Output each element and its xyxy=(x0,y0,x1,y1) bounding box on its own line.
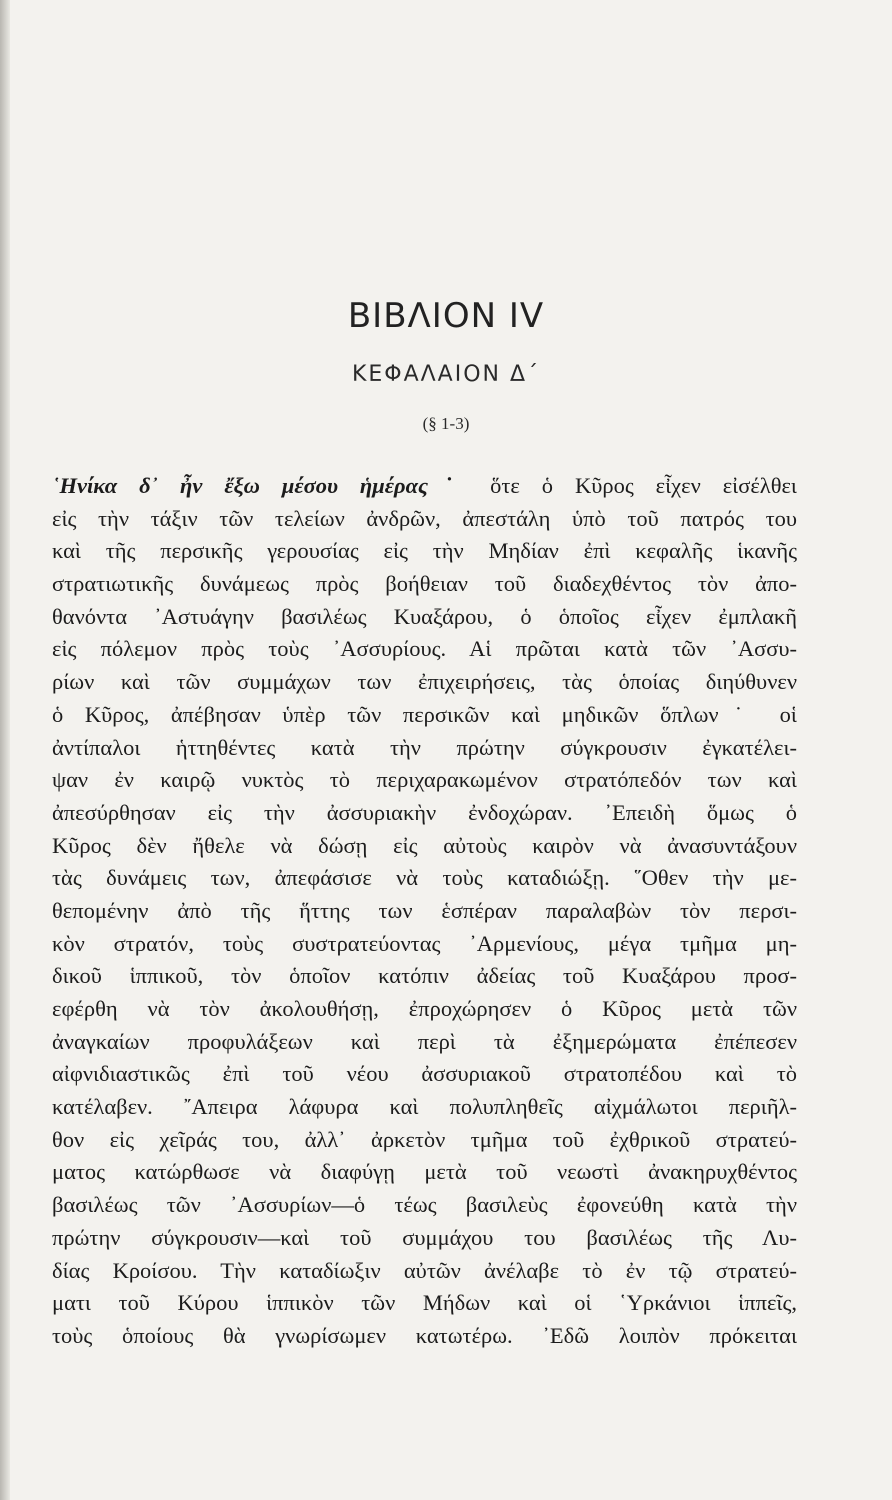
text-line: κὸν στρατόν, τοὺς συστρατεύοντας ᾽Αρμενίους, μέγα τμῆμα μη- xyxy=(52,930,797,956)
text-line: Κῦρος δὲν ἤθελε νὰ δώσῃ εἰς αὐτοὺς καιρὸν νὰ ἀνασυντάξουν xyxy=(52,832,797,858)
text-line: ἀναγκαίων προφυλάξεων καὶ περὶ τὰ ἐξημερώματα ἐπέπεσεν xyxy=(52,1028,797,1054)
text-line: δικοῦ ἱππικοῦ, τὸν ὁποῖον κατόπιν ἀδείας τοῦ Κυαξάρου προσ- xyxy=(52,963,797,989)
text-line: βασιλέως τῶν ᾽Ασσυρίων—ὁ τέως βασιλεὺς ἐφονεύθη κατὰ τὴν xyxy=(52,1192,797,1218)
text-line: ματι τοῦ Κύρου ἱππικὸν τῶν Μήδων καὶ οἱ ῾Υρκάνιοι ἱππεῖς, xyxy=(52,1290,797,1316)
text-line: καὶ τῆς περσικῆς γερουσίας εἰς τὴν Μηδίαν ἐπὶ κεφαλῆς ἱκανῆς xyxy=(52,538,797,564)
text-line: αἰφνιδιαστικῶς ἐπὶ τοῦ νέου ἀσσυριακοῦ στρατοπέδου καὶ τὸ xyxy=(52,1061,797,1087)
chapter-title: ΚΕΦΑΛΑΙΟΝ Δ΄ xyxy=(351,362,541,387)
text-line: εφέρθη νὰ τὸν ἀκολουθήσῃ, ἐπροχώρησεν ὁ Κῦρος μετὰ τῶν xyxy=(52,996,797,1021)
text-line: στρατιωτικῆς δυνάμεως πρὸς βοήθειαν τοῦ διαδεχθέντος τὸν ἀπο- xyxy=(52,571,797,597)
page-binding-edge xyxy=(0,0,10,1500)
text-line: θανόντα ᾽Αστυάγην βασιλέως Κυαξάρου, ὁ ὁποῖος εἶχεν ἐμπλακῆ xyxy=(52,603,797,629)
text-line: ὁ Κῦρος, ἀπέβησαν ὑπὲρ τῶν περσικῶν καὶ μηδικῶν ὅπλων˙ οἱ xyxy=(52,701,797,727)
text-line: τὰς δυνάμεις των, ἀπεφάσισε νὰ τοὺς καταδιώξῃ. ῞Οθεν τὴν με- xyxy=(52,865,797,891)
text-line: ρίων καὶ τῶν συμμάχων των ἐπιχειρήσεις, τὰς ὁποίας διηύθυνεν xyxy=(52,669,797,695)
text-line: πρώτην σύγκρουσιν—καὶ τοῦ συμμάχου του βασιλέως τῆς Λυ- xyxy=(52,1224,797,1250)
body-text xyxy=(52,470,797,1353)
text-line: θον εἰς χεῖράς του, ἀλλ᾽ ἀρκετὸν τμῆμα τοῦ ἐχθρικοῦ στρατεύ- xyxy=(52,1126,797,1152)
book-title: ΒΙΒΛΙΟΝ IV xyxy=(347,296,545,336)
opening-phrase: ῾Ηνίκα δ᾽ ἦν ἔξω μέσου ἡμέρας˙ xyxy=(52,473,469,498)
text-line: ἀπεσύρθησαν εἰς τὴν ἀσσυριακὴν ἐνδοχώραν. ᾽Επειδὴ ὅμως ὁ xyxy=(52,799,797,825)
text-line: τοὺς ὁποίους θὰ γνωρίσωμεν κατωτέρω. ᾽Εδῶ λοιπὸν πρόκειται xyxy=(52,1322,797,1348)
text-line: κατέλαβεν. ῎Απειρα λάφυρα καὶ πολυπληθεῖς αἰχμάλωτοι περιῆλ- xyxy=(52,1094,797,1120)
text-line: εἰς τὴν τάξιν τῶν τελείων ἀνδρῶν, ἀπεστάλη ὑπὸ τοῦ πατρός του xyxy=(52,505,797,531)
text-line: ματος κατώρθωσε νὰ διαφύγῃ μετὰ τοῦ νεωστὶ ἀνακηρυχθέντος xyxy=(52,1159,797,1185)
text-line: ψαν ἐν καιρῷ νυκτὸς τὸ περιχαρακωμένον στρατόπεδόν των καὶ xyxy=(52,767,797,793)
text-line: εἰς πόλεμον πρὸς τοὺς ᾽Ασσυρίους. Αἱ πρῶται κατὰ τῶν ᾽Ασσυ- xyxy=(52,636,797,662)
text-line: ἀντίπαλοι ἡττηθέντες κατὰ τὴν πρώτην σύγκρουσιν ἐγκατέλει- xyxy=(52,734,797,760)
text-line: δίας Κροίσου. Τὴν καταδίωξιν αὐτῶν ἀνέλαβε τὸ ἐν τῷ στρατεύ- xyxy=(52,1257,797,1283)
section-reference: (§ 1-3) xyxy=(422,414,470,433)
text-line-1 xyxy=(52,470,797,503)
text-line: θεπομένην ἀπὸ τῆς ἥττης των ἑσπέραν παραλαβὼν τὸν περσι- xyxy=(52,897,797,923)
first-line-rest: ὅτε ὁ Κῦρος εἶχεν εἰσέλθει xyxy=(468,473,797,498)
